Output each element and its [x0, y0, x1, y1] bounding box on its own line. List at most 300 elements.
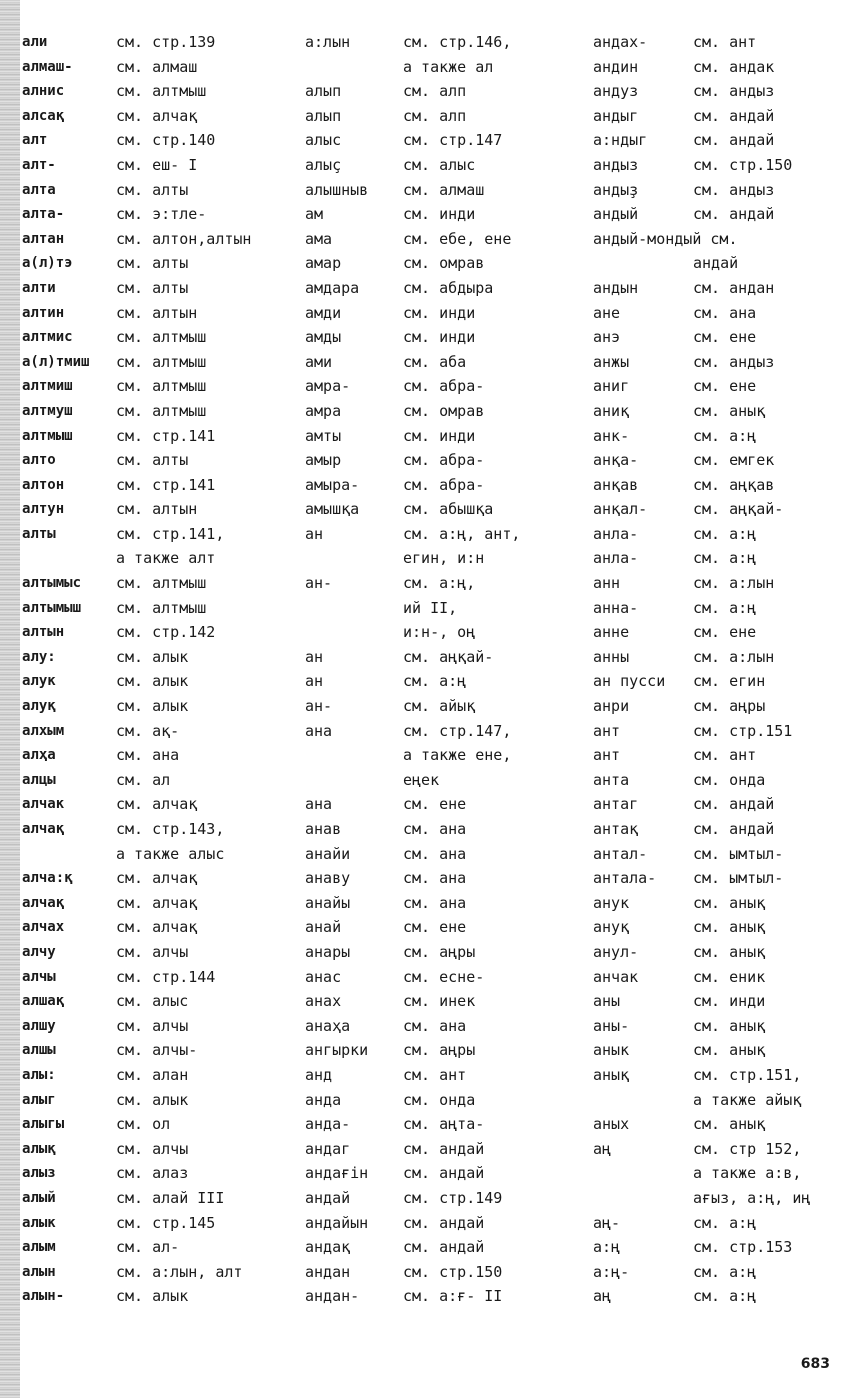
dictionary-entry — [300, 546, 585, 571]
dictionary-entry — [300, 1112, 585, 1137]
entry-reference: см. андай — [403, 1164, 485, 1183]
dictionary-entry — [590, 227, 858, 252]
entry-headword: аң- — [593, 1213, 621, 1232]
entry-reference: см. есне- — [403, 967, 485, 986]
dictionary-entry — [22, 719, 292, 744]
dictionary-entry — [22, 128, 292, 153]
dictionary-entry — [590, 497, 858, 522]
dictionary-entry — [300, 768, 585, 793]
dictionary-entry — [22, 669, 292, 694]
dictionary-entry — [22, 473, 292, 498]
entry-reference: егин, и:н — [403, 549, 485, 568]
dictionary-entry — [590, 842, 858, 867]
dictionary-entry — [590, 178, 858, 203]
entry-headword: алт — [22, 132, 48, 149]
dictionary-entry — [22, 1014, 292, 1039]
entry-headword: анқал- — [593, 500, 648, 519]
entry-reference: и:н-, оң — [403, 623, 476, 642]
dictionary-entry — [300, 620, 585, 645]
entry-headword: алтан — [22, 230, 65, 247]
dictionary-entry — [300, 473, 585, 498]
dictionary-entry — [590, 104, 858, 129]
entry-reference: см. алтын — [116, 500, 198, 519]
entry-headword: анайи — [305, 844, 351, 863]
entry-reference: а также алт — [116, 549, 216, 568]
entry-headword: анах — [305, 992, 342, 1011]
dictionary-entry — [590, 1235, 858, 1260]
entry-reference: см. а:ң — [693, 426, 757, 445]
dictionary-entry — [590, 891, 858, 916]
entry-headword: алти — [22, 279, 56, 296]
dictionary-entry — [590, 915, 858, 940]
entry-headword: алмаш- — [22, 58, 73, 75]
entry-reference: см. ана — [403, 844, 467, 863]
entry-reference: см. абдыра — [403, 278, 494, 297]
entry-reference: см. андай — [693, 820, 775, 838]
entry-reference: см. а:ң, — [403, 574, 476, 593]
dictionary-entry — [590, 596, 858, 621]
entry-headword: алт- — [22, 156, 56, 173]
entry-headword: анда- — [305, 1115, 351, 1134]
entry-headword: ануқ — [593, 918, 630, 937]
dictionary-entry — [300, 497, 585, 522]
entry-reference: см. алп — [403, 106, 467, 125]
entry-headword: алу: — [22, 648, 56, 665]
dictionary-entry — [590, 965, 858, 990]
entry-headword: амыра- — [305, 475, 360, 494]
entry-headword: ане — [593, 303, 621, 322]
entry-reference: см. алчақ — [116, 893, 198, 912]
dictionary-entry — [300, 1260, 585, 1285]
entry-reference: см. аңры — [403, 942, 476, 961]
entry-headword: анны — [593, 647, 630, 666]
entry-reference: см. а:ғ- II — [403, 1287, 503, 1306]
entry-headword: амты — [305, 426, 342, 445]
dictionary-entry — [22, 374, 292, 399]
dictionary-entry — [590, 694, 858, 719]
entry-headword: аны- — [593, 1016, 630, 1035]
entry-reference: см. еник — [693, 967, 766, 986]
entry-reference: см. алтмыш — [116, 82, 207, 101]
dictionary-entry — [590, 1284, 858, 1309]
dictionary-entry — [22, 251, 292, 276]
entry-reference: см. а:ң — [693, 1262, 757, 1281]
entry-reference: см. ал — [116, 770, 171, 789]
dictionary-entry — [22, 989, 292, 1014]
entry-reference: см. стр.141, — [116, 524, 225, 543]
entry-headword: алчах — [22, 919, 65, 936]
dictionary-entry — [300, 669, 585, 694]
entry-headword: антала- — [593, 869, 657, 888]
entry-reference: ағыз, а:ң, иң — [693, 1188, 811, 1207]
dictionary-entry — [590, 128, 858, 153]
entry-reference: см. а:ң, ант, — [403, 524, 521, 543]
entry-reference: см. ант — [693, 33, 757, 51]
entry-headword: алым — [22, 1239, 56, 1256]
entry-headword: алча:қ — [22, 870, 73, 887]
dictionary-entry — [300, 842, 585, 867]
column-2 — [300, 30, 585, 1309]
entry-headword: алхым — [22, 722, 65, 739]
entry-headword: алыз — [22, 1165, 56, 1182]
entry-reference: см. алыс — [403, 155, 476, 174]
dictionary-entry — [22, 325, 292, 350]
dictionary-entry — [22, 1088, 292, 1113]
entry-reference: см. стр.145 — [116, 1213, 216, 1232]
entry-headword: анта — [593, 770, 630, 789]
entry-headword: алты — [22, 525, 56, 542]
entry-headword: алық — [22, 1140, 56, 1157]
entry-reference: см. стр.150 — [403, 1262, 503, 1281]
entry-headword: анайы — [305, 893, 351, 912]
dictionary-entry — [590, 1038, 858, 1063]
entry-reference: см. алык — [116, 647, 189, 666]
dictionary-entry — [590, 768, 858, 793]
entry-headword: ам — [305, 205, 324, 224]
entry-headword: аны — [593, 992, 621, 1011]
entry-headword: амар — [305, 254, 342, 273]
entry-reference: см. ене — [693, 623, 757, 642]
dictionary-entry — [22, 915, 292, 940]
entry-reference: см. стр.139 — [116, 33, 216, 51]
entry-reference: см. еш- I — [116, 155, 198, 174]
entry-headword: алчу — [22, 943, 56, 960]
entry-reference: см. а:ң — [693, 598, 757, 617]
dictionary-entry — [300, 1161, 585, 1186]
dictionary-entry — [300, 424, 585, 449]
dictionary-entry — [22, 1235, 292, 1260]
dictionary-entry — [300, 596, 585, 621]
entry-headword: андаг — [305, 1139, 351, 1158]
dictionary-entry — [590, 1014, 858, 1039]
entry-headword: ант — [593, 721, 621, 740]
entry-reference: а также алыс — [116, 844, 225, 863]
entry-reference: см. андай — [693, 106, 775, 125]
entry-headword: андах- — [593, 33, 648, 51]
entry-reference: см. алчақ — [116, 918, 198, 937]
entry-reference: см. алык — [116, 697, 189, 716]
entry-reference: см. алтмыш — [116, 401, 207, 420]
dictionary-entry — [22, 227, 292, 252]
dictionary-entry — [22, 965, 292, 990]
entry-reference: см. ол — [116, 1115, 171, 1134]
dictionary-entry — [22, 424, 292, 449]
dictionary-entry — [300, 866, 585, 891]
dictionary-entry — [22, 817, 292, 842]
entry-headword: алын- — [22, 1288, 65, 1305]
entry-headword: ан — [305, 647, 324, 666]
entry-headword: анжы — [593, 352, 630, 371]
dictionary-entry — [300, 251, 585, 276]
entry-headword: анул- — [593, 942, 639, 961]
entry-headword: анн — [593, 574, 621, 593]
entry-headword: амышқа — [305, 500, 360, 519]
entry-headword: алтин — [22, 304, 65, 321]
entry-headword: алтымыс — [22, 575, 82, 592]
entry-headword: алшы — [22, 1042, 56, 1059]
entry-reference: см. стр 152, — [693, 1139, 802, 1158]
entry-reference: см. алтмыш — [116, 328, 207, 347]
entry-headword: а:ң- — [593, 1262, 630, 1281]
dictionary-entry — [590, 399, 858, 424]
entry-reference: см. стр.149 — [403, 1188, 503, 1207]
entry-headword: андан- — [305, 1287, 360, 1306]
entry-headword: алын — [22, 1263, 56, 1280]
entry-reference: см. андыз — [693, 180, 775, 199]
dictionary-entry — [590, 473, 858, 498]
dictionary-entry — [300, 202, 585, 227]
entry-headword: андыз — [593, 155, 639, 174]
entry-headword: алтмис — [22, 329, 73, 346]
entry-reference: см. алчы — [116, 942, 189, 961]
dictionary-entry — [590, 350, 858, 375]
dictionary-entry — [590, 645, 858, 670]
entry-reference: см. инди — [693, 992, 766, 1011]
entry-reference: см. аба — [403, 352, 467, 371]
dictionary-entry — [22, 1137, 292, 1162]
entry-reference: см. стр.147, — [403, 721, 512, 740]
entry-reference: см. алык — [116, 1090, 189, 1109]
entry-reference: см. стр.140 — [116, 131, 216, 150]
entry-reference: а также айық — [693, 1090, 802, 1109]
dictionary-entry — [590, 374, 858, 399]
entry-reference: см. абра- — [403, 475, 485, 494]
dictionary-entry — [300, 1014, 585, 1039]
entry-reference: см. алчы- — [116, 1041, 198, 1060]
entry-reference: см. андай — [693, 205, 775, 224]
entry-headword: анық — [593, 1065, 630, 1084]
entry-headword: анқав — [593, 475, 639, 494]
entry-headword: анқа- — [593, 451, 639, 470]
entry-headword: андан — [305, 1262, 351, 1281]
entry-reference: см. алтон,алтын — [116, 229, 252, 248]
entry-headword: ант — [593, 746, 621, 765]
dictionary-entry — [590, 251, 858, 276]
dictionary-entry — [22, 55, 292, 80]
dictionary-entry — [22, 1161, 292, 1186]
dictionary-entry — [590, 792, 858, 817]
dictionary-entry — [590, 989, 858, 1014]
entry-reference: см. алчақ — [116, 869, 198, 888]
entry-reference: а также ал — [403, 57, 494, 76]
dictionary-entry — [300, 276, 585, 301]
entry-reference: см. андай — [693, 131, 775, 150]
dictionary-entry — [590, 1260, 858, 1285]
entry-headword: алто — [22, 452, 56, 469]
entry-headword: алтын — [22, 624, 65, 641]
entry-reference: см. инди — [403, 328, 476, 347]
dictionary-entry — [22, 743, 292, 768]
entry-headword: антал- — [593, 844, 648, 863]
entry-reference: см. абра- — [403, 377, 485, 396]
entry-headword: аниқ — [593, 401, 630, 420]
dictionary-entry — [300, 448, 585, 473]
dictionary-entry — [22, 1284, 292, 1309]
entry-reference: см. а:ң — [693, 524, 757, 543]
entry-reference: см. алыс — [116, 992, 189, 1011]
entry-reference: см. андыз — [693, 352, 775, 371]
entry-headword: ан — [305, 672, 324, 691]
dictionary-entry — [22, 178, 292, 203]
entry-headword: алчақ — [22, 821, 65, 837]
entry-headword: ан- — [305, 697, 333, 716]
dictionary-entry — [22, 1186, 292, 1211]
entry-reference: см. алчақ — [116, 795, 198, 814]
entry-reference: см. ант — [693, 746, 757, 765]
entry-reference: см. а:ң — [693, 1213, 757, 1232]
entry-reference: см. стр.142 — [116, 623, 216, 642]
entry-reference: см. а:ң — [403, 672, 467, 691]
entry-reference: см. онда — [693, 770, 766, 789]
entry-reference: см. анық — [693, 401, 766, 420]
entry-headword: алуқ — [22, 698, 56, 715]
entry-headword: анук — [593, 893, 630, 912]
entry-reference: см. алмаш — [116, 57, 198, 76]
entry-headword: алык — [22, 1214, 56, 1231]
dictionary-entry — [22, 1112, 292, 1137]
entry-headword: алыҫ — [305, 155, 342, 174]
dictionary-entry — [300, 325, 585, 350]
entry-reference: см. айық — [403, 697, 476, 716]
dictionary-entry — [22, 768, 292, 793]
dictionary-entry — [22, 866, 292, 891]
entry-reference: см. омрав — [403, 254, 485, 273]
entry-reference: а также ене, — [403, 746, 512, 765]
entry-reference: см. ымтыл- — [693, 869, 784, 888]
entry-headword: алук — [22, 673, 56, 690]
entry-reference: см. стр.151 — [693, 721, 793, 740]
dictionary-entry — [300, 645, 585, 670]
column-1 — [22, 30, 292, 1309]
entry-reference: см. аңта- — [403, 1115, 485, 1134]
dictionary-entry — [300, 940, 585, 965]
entry-headword: алчы — [22, 968, 56, 985]
entry-headword: алыс — [305, 131, 342, 150]
dictionary-entry — [300, 817, 585, 842]
entry-reference: см. стр.147 — [403, 131, 503, 150]
entry-headword: алтымыш — [22, 599, 82, 616]
dictionary-entry — [22, 399, 292, 424]
dictionary-entry — [590, 55, 858, 80]
entry-headword: ан пусси — [593, 672, 666, 691]
entry-reference: см. алты — [116, 180, 189, 199]
entry-reference: см. стр.141 — [116, 475, 216, 494]
entry-headword: аных — [593, 1115, 630, 1134]
entry-reference: см. аңқай- — [693, 500, 784, 519]
dictionary-entry — [22, 694, 292, 719]
entry-reference: см. анық — [693, 918, 766, 937]
entry-headword: анри — [593, 697, 630, 716]
dictionary-entry — [22, 1211, 292, 1236]
dictionary-entry — [300, 30, 585, 55]
entry-headword: анары — [305, 942, 351, 961]
entry-headword: алышныв — [305, 180, 369, 199]
entry-headword: андый — [593, 205, 639, 224]
entry-headword: андын — [593, 278, 639, 297]
entry-reference: см. стр.143, — [116, 820, 225, 838]
dictionary-entry — [22, 1063, 292, 1088]
entry-reference: см. алты — [116, 278, 189, 297]
dictionary-entry — [300, 1211, 585, 1236]
entry-headword: алып — [305, 82, 342, 101]
entry-reference: см. инди — [403, 426, 476, 445]
entry-reference: см. стр.146, — [403, 33, 512, 51]
entry-reference: см. алай III — [116, 1188, 225, 1207]
entry-reference: см. алтын — [116, 303, 198, 322]
dictionary-entry — [300, 374, 585, 399]
entry-reference: ий II, — [403, 598, 458, 617]
entry-reference: см. ене — [693, 377, 757, 396]
entry-reference: см. ене — [403, 795, 467, 814]
entry-headword: анас — [305, 967, 342, 986]
entry-headword: амра- — [305, 377, 351, 396]
entry-reference: а также а:в, — [693, 1164, 802, 1183]
entry-reference: см. аңқай- — [403, 647, 494, 666]
entry-headword: амди — [305, 303, 342, 322]
dictionary-entry — [590, 276, 858, 301]
entry-reference: см. андай — [403, 1238, 485, 1257]
entry-headword: алыг — [22, 1091, 56, 1108]
entry-reference: см. ана — [403, 820, 467, 838]
dictionary-entry — [590, 866, 858, 891]
entry-reference: см. а:лын — [693, 647, 775, 666]
entry-reference: см. а:лын — [693, 574, 775, 593]
entry-headword: андайын — [305, 1213, 369, 1232]
entry-reference: см. анық — [693, 1041, 766, 1060]
dictionary-entry — [22, 79, 292, 104]
dictionary-entry — [300, 399, 585, 424]
dictionary-entry — [300, 104, 585, 129]
entry-headword: а:ндыг — [593, 131, 648, 150]
entry-headword: а:ң — [593, 1238, 621, 1257]
dictionary-entry — [590, 325, 858, 350]
entry-headword: андыҙ — [593, 180, 639, 199]
entry-reference: см. алык — [116, 672, 189, 691]
entry-reference: см. анық — [693, 1115, 766, 1134]
entry-headword: алта- — [22, 206, 65, 223]
entry-reference: см. а:ң — [693, 549, 757, 568]
entry-headword: андин — [593, 57, 639, 76]
entry-reference: см. ене — [693, 328, 757, 347]
dictionary-entry — [300, 1063, 585, 1088]
dictionary-entry — [22, 620, 292, 645]
dictionary-entry — [300, 743, 585, 768]
entry-headword: алыгы — [22, 1116, 65, 1133]
dictionary-entry — [590, 1112, 858, 1137]
entry-headword: амыр — [305, 451, 342, 470]
entry-headword: а:лын — [305, 33, 351, 51]
entry-reference: см. емгек — [693, 451, 775, 470]
entry-reference: см. анық — [693, 942, 766, 961]
entry-headword: аң — [593, 1287, 612, 1306]
entry-headword: алшақ — [22, 993, 65, 1010]
dictionary-entry — [590, 940, 858, 965]
entry-reference: см. алтмыш — [116, 377, 207, 396]
dictionary-entry — [590, 424, 858, 449]
dictionary-entry — [590, 669, 858, 694]
entry-reference: см. алтмыш — [116, 598, 207, 617]
entry-headword: алтмуш — [22, 402, 73, 419]
dictionary-entry — [22, 104, 292, 129]
entry-headword: а(л)тмиш — [22, 353, 90, 370]
entry-headword: ангырки — [305, 1041, 369, 1060]
entry-reference: см. алтмыш — [116, 574, 207, 593]
entry-headword: алнис — [22, 83, 65, 100]
entry-reference: см. алчы — [116, 1016, 189, 1035]
dictionary-entry — [22, 301, 292, 326]
entry-reference: см. алтмыш — [116, 352, 207, 371]
entry-reference: см. алмаш — [403, 180, 485, 199]
